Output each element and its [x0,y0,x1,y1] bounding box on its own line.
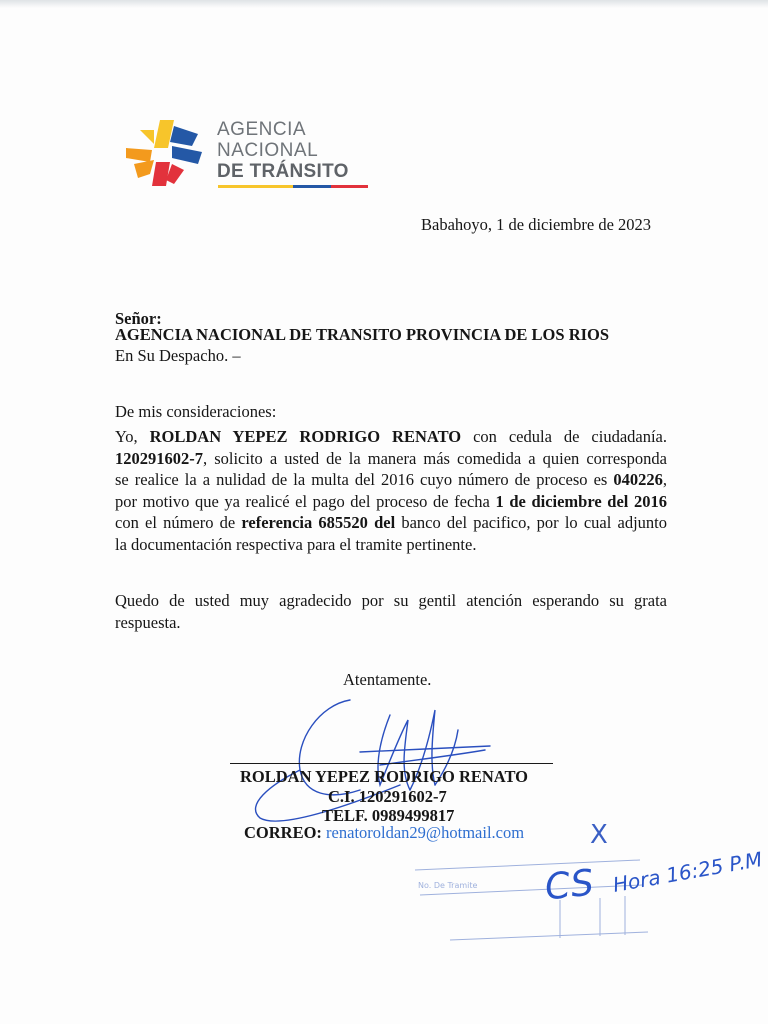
applicant-name: ROLDAN YEPEZ RODRIGO RENATO [149,427,462,446]
body-line-3: se realice la a nulidad de la multa del 2016 cuyo número de proceso es 040226, [115,470,667,490]
stamp-label: No. De Tramite [418,881,478,890]
signer-email: renatoroldan29@hotmail.com [326,823,525,842]
process-number: 040226 [613,470,663,490]
logo-color-bar [218,185,368,188]
thanks-paragraph [115,590,667,633]
despacho-line: En Su Despacho. – [115,346,241,365]
payment-date: 1 de diciembre del 2016 [495,491,667,511]
salutation: Señor: [115,309,162,328]
signer-phone: TELF. 0989499817 [322,806,455,825]
handwritten-initials: CS [542,862,596,909]
ant-logo [124,118,384,190]
logo-line-nacional: NACIONAL [217,140,319,161]
body-paragraph [115,426,667,556]
letter-date: Babahoyo, 1 de diciembre de 2023 [421,215,652,234]
signer-id: C.I. 120291602-7 [328,787,447,806]
body-line-1: Yo, ROLDAN YEPEZ RODRIGO RENATO con cedula de ciudadanía. [115,427,667,446]
applicant-id: 120291602-7 [115,448,203,468]
body-line-4: por motivo que ya realicé el pago del proceso de fecha 1 de diciembre del 2016 [115,491,667,511]
logo-line-agencia: AGENCIA [217,119,307,140]
handwritten-x: X [590,820,608,850]
closing: Atentamente. [343,670,432,689]
thanks-line-1: Quedo de usted muy agradecido por su gentil atención esperando su grata [115,591,667,610]
signer-name: ROLDAN YEPEZ RODRIGO RENATO [240,767,529,786]
considerations-line: De mis consideraciones: [115,402,277,421]
ant-emblem-icon [124,118,212,190]
body-line-6: la documentación respectiva para el tramite pertinente. [115,534,477,554]
addressee: AGENCIA NACIONAL DE TRANSITO PROVINCIA DE LOS RIOS [115,325,610,344]
body-line-5: con el número de referencia 685520 del banco del pacifico, por lo cual adjunto [115,513,667,533]
payment-reference: referencia 685520 del [241,513,396,533]
body-line-2: 120291602-7, solicito a usted de la manera más comedida a quien corresponda [115,448,667,468]
logo-line-transito: DE TRÁNSITO [217,161,349,182]
signature-line [230,763,553,764]
handwritten-time: Hora 16:25 P.M [611,847,764,897]
thanks-line-2: respuesta. [115,612,181,632]
scan-edge [0,0,768,8]
email-label: CORREO: [244,823,327,842]
logo-wordmark [217,119,349,182]
